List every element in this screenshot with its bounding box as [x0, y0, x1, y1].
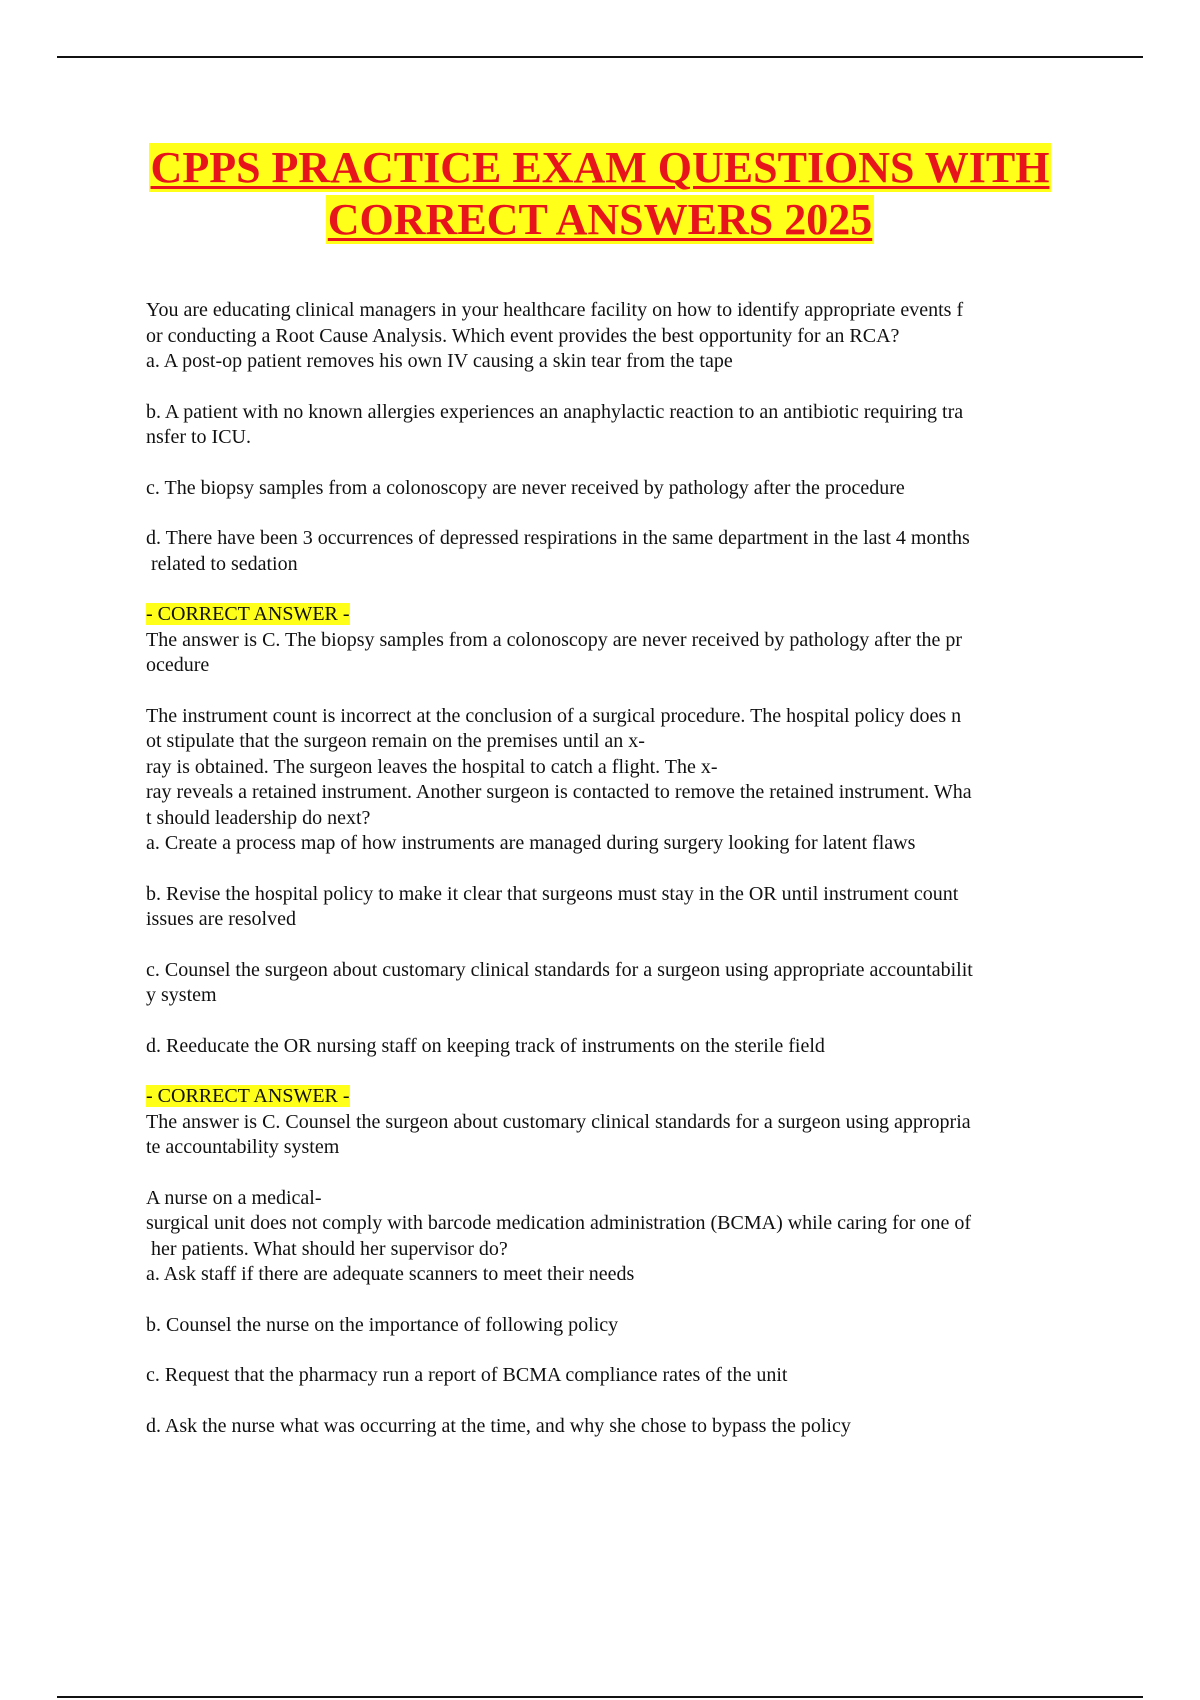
document-title	[60, 142, 1140, 246]
option-b-cont: nsfer to ICU.	[146, 426, 251, 448]
answer-line: ocedure	[146, 654, 210, 676]
answer-line: The answer is C. Counsel the surgeon about customary clinical standards for a surgeon using appropria	[146, 1110, 971, 1133]
correct-answer-label: - CORRECT ANSWER -	[146, 1085, 350, 1107]
bottom-rule	[57, 1696, 1143, 1698]
question-stem-line: t should leadership do next?	[146, 806, 371, 829]
question-stem-line: surgical unit does not comply with barcode medication administration (BCMA) while caring for one of	[146, 1212, 971, 1234]
option-c: c. Counsel the surgeon about customary clinical standards for a surgeon using appropriate accountabilit	[146, 958, 973, 981]
question-stem-line: You are educating clinical managers in your healthcare facility on how to identify appropriate events f	[146, 299, 964, 321]
correct-answer-label: - CORRECT ANSWER -	[146, 603, 350, 625]
top-rule	[57, 56, 1143, 58]
title-line-1: CPPS PRACTICE EXAM QUESTIONS WITH	[150, 143, 1050, 192]
title-line-2: CORRECT ANSWERS 2025	[327, 195, 873, 244]
answer-line: The answer is C. The biopsy samples from a colonoscopy are never received by pathology after the pr	[146, 628, 963, 651]
option-d: d. Ask the nurse what was occurring at the time, and why she chose to bypass the policy	[146, 1414, 851, 1437]
question-1	[146, 298, 1091, 679]
option-b-cont: issues are resolved	[146, 908, 296, 930]
option-a: a. Create a process map of how instruments are managed during surgery looking for latent flaws	[146, 832, 916, 854]
answer-line: te accountability system	[146, 1136, 340, 1158]
question-stem-line: ray reveals a retained instrument. Another surgeon is contacted to remove the retained instrument. Wha	[146, 781, 972, 803]
question-2	[146, 704, 1091, 1161]
question-stem-line: A nurse on a medical-	[146, 1186, 322, 1209]
question-stem-line: her patients. What should her supervisor do?	[146, 1237, 508, 1260]
option-d: d. There have been 3 occurrences of depressed respirations in the same department in the last 4 months	[146, 527, 970, 549]
question-stem-line: ray is obtained. The surgeon leaves the hospital to catch a flight. The x-	[146, 755, 718, 778]
option-d-cont: related to sedation	[146, 552, 298, 575]
option-c: c. Request that the pharmacy run a report of BCMA compliance rates of the unit	[146, 1364, 788, 1386]
option-b: b. A patient with no known allergies experiences an anaphylactic reaction to an antibiotic requiring tra	[146, 400, 964, 423]
question-stem-line: ot stipulate that the surgeon remain on the premises until an x-	[146, 730, 645, 752]
option-c-cont: y system	[146, 984, 217, 1006]
question-stem-line: The instrument count is incorrect at the conclusion of a surgical procedure. The hospital policy does n	[146, 704, 962, 727]
question-stem-line: or conducting a Root Cause Analysis. Which event provides the best opportunity for an RCA?	[146, 324, 900, 347]
question-3	[146, 1186, 1091, 1440]
option-b: b. Revise the hospital policy to make it clear that surgeons must stay in the OR until instrument count	[146, 882, 959, 905]
option-a: a. A post-op patient removes his own IV causing a skin tear from the tape	[146, 350, 733, 372]
option-a: a. Ask staff if there are adequate scanners to meet their needs	[146, 1263, 635, 1285]
option-d: d. Reeducate the OR nursing staff on keeping track of instruments on the sterile field	[146, 1034, 825, 1057]
document-body	[146, 298, 1091, 1439]
option-c: c. The biopsy samples from a colonoscopy are never received by pathology after the procedure	[146, 476, 905, 499]
option-b: b. Counsel the nurse on the importance of following policy	[146, 1313, 619, 1336]
